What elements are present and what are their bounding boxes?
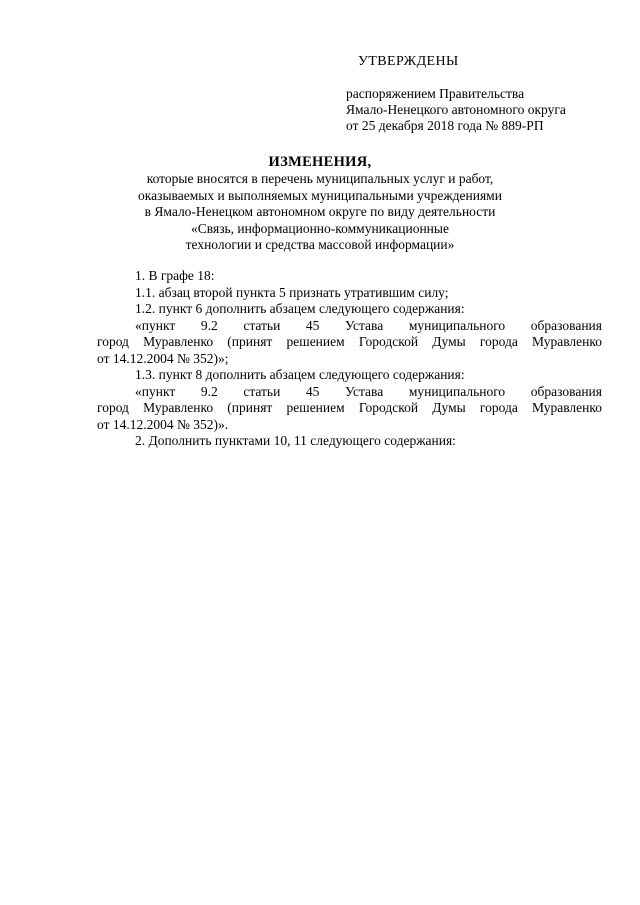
heading-line-2: оказываемых и выполняемых муниципальными учреждениями: [138, 187, 502, 203]
paragraph-1-1: 1.1. абзац второй пункта 5 признать утратившим силу;: [135, 284, 449, 300]
document-body: [97, 268, 602, 450]
heading-line-1: которые вносятся в перечень муниципальных услуг и работ,: [146, 171, 494, 186]
paragraph-2: 2. Дополнить пунктами 10, 11 следующего содержания:: [135, 433, 456, 448]
heading-line-5: технологии и средства массовой информации»: [185, 237, 455, 252]
approval-title: УТВЕРЖДЕНЫ: [358, 54, 459, 69]
heading-line-4: «Связь, информационно-коммуникационные: [191, 220, 449, 236]
paragraph-1: 1. В графе 18:: [135, 268, 215, 283]
quote-1-line-2: город Муравленко (принят решением Городской Думы города Муравленко: [97, 334, 602, 349]
document-heading: [90, 153, 550, 254]
quote-2-line-1: «пункт 9.2 статьи 45 Устава муниципального образования: [135, 383, 602, 399]
heading-line-3: в Ямало-Ненецком автономном округе по виду деятельности: [144, 204, 496, 219]
quote-1-line-3: от 14.12.2004 № 352)»;: [97, 350, 229, 366]
approval-line-3: от 25 декабря 2018 года № 889-РП: [346, 118, 544, 133]
paragraph-1-2: 1.2. пункт 6 дополнить абзацем следующего содержания:: [135, 301, 465, 316]
quote-2-line-2: город Муравленко (принят решением Городской Думы города Муравленко: [97, 400, 602, 415]
approval-line-2: Ямало-Ненецкого автономного округа: [346, 102, 566, 117]
paragraph-1-3: 1.3. пункт 8 дополнить абзацем следующего содержания:: [135, 367, 465, 382]
heading-title: ИЗМЕНЕНИЯ,: [268, 154, 372, 170]
quote-2-line-3: от 14.12.2004 № 352)».: [97, 416, 229, 432]
approval-stamp: [346, 52, 626, 134]
quote-1-line-1: «пункт 9.2 статьи 45 Устава муниципального образования: [135, 317, 602, 333]
approval-line-1: распоряжением Правительства: [346, 86, 525, 101]
